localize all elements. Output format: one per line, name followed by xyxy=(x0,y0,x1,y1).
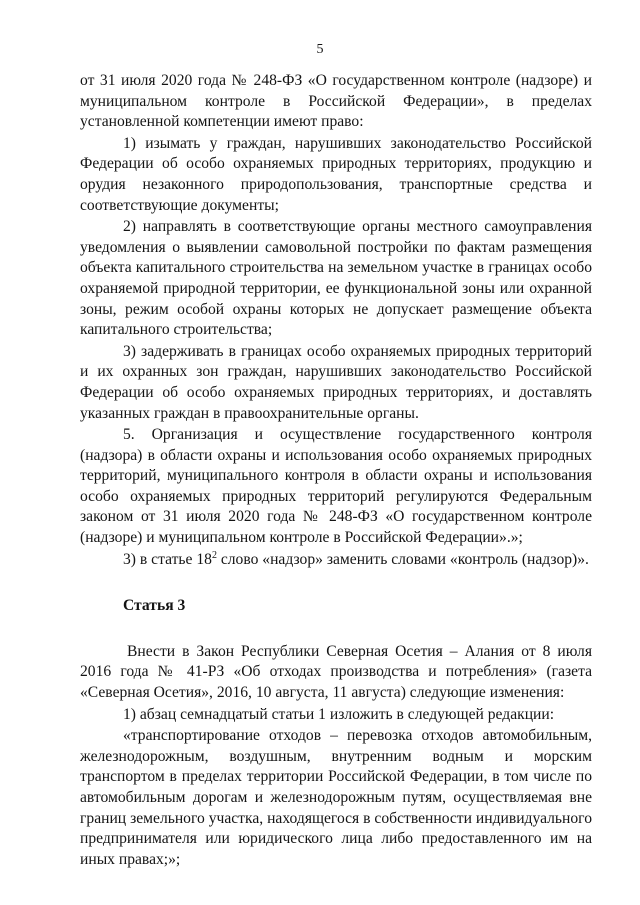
superscript: 2 xyxy=(211,549,217,561)
list-item-2: 2) направлять в соответствующие органы местного самоуправления уведомления о выявлении самовольной постройки по фактам размещения объекта капитального строительства на земельном участке в границах особо охраняемой природной территории, ее функциональной зоны или охранной зоны, режим особой охраны которых не допускает размещение объекта капитального строительства; xyxy=(80,218,592,339)
amendment-text-before: 3) в статье 18 xyxy=(123,550,212,568)
amendment-item-1: 1) абзац семнадцатый статьи 1 изложить в следующей редакции: xyxy=(123,705,555,723)
amendment-item-3 xyxy=(80,550,592,571)
article-heading: Статья 3 xyxy=(123,597,186,615)
list-item-1: 1) изымать у граждан, нарушивших законодательство Российской Федерации об особо охраняемых природных территориях, продукцию и орудия незаконного природопользования, транспортные средства и соответствующие документы; xyxy=(80,134,592,214)
quoted-definition: «транспортирование отходов – перевозка отходов автомобильным, железнодорожным, воздушным, внутренним водным и морским транспортом в пределах территории Российской Федерации, в том числе по автомобильным дорогам и железнодорожным путям, осуществляемая вне границ земельного участка, находящегося в собственности индивидуального предпринимателя или юридического лица либо предоставленного им на иных правах;»; xyxy=(80,727,592,868)
document-body xyxy=(80,71,592,871)
list-item-3: 3) задерживать в границах особо охраняемых природных территорий и их охранных зон граждан, нарушивших законодательство Российской Федерации об особо охраняемых природных территориях, и доставлять указанных граждан в правоохранительные органы. xyxy=(80,342,592,422)
article-intro: Внести в Закон Республики Северная Осетия – Алания от 8 июля 2016 года № 41-РЗ «Об отходах производства и потребления» (газета «Северная Осетия», 2016, 10 августа, 11 августа) следующие изменения: xyxy=(80,642,592,702)
page-number: 5 xyxy=(316,42,324,57)
amendment-text-after: слово «надзор» заменить словами «контроль (надзор)». xyxy=(216,550,589,568)
paragraph-section-5: 5. Организация и осуществление государственного контроля (надзора) в области охраны и использования особо охраняемых природных территорий, муниципального контроля в области охраны и использования особо охраняемых природных территорий регулируются Федеральным законом от 31 июля 2020 года № 248-ФЗ «О государственном контроле (надзоре) и муниципальном контроле в Российской Федерации».»; xyxy=(80,426,592,547)
paragraph-continuation: от 31 июля 2020 года № 248-ФЗ «О государственном контроле (надзоре) и муниципальном контроле в Российской Федерации», в пределах установленной компетенции имеют право: xyxy=(80,72,592,131)
